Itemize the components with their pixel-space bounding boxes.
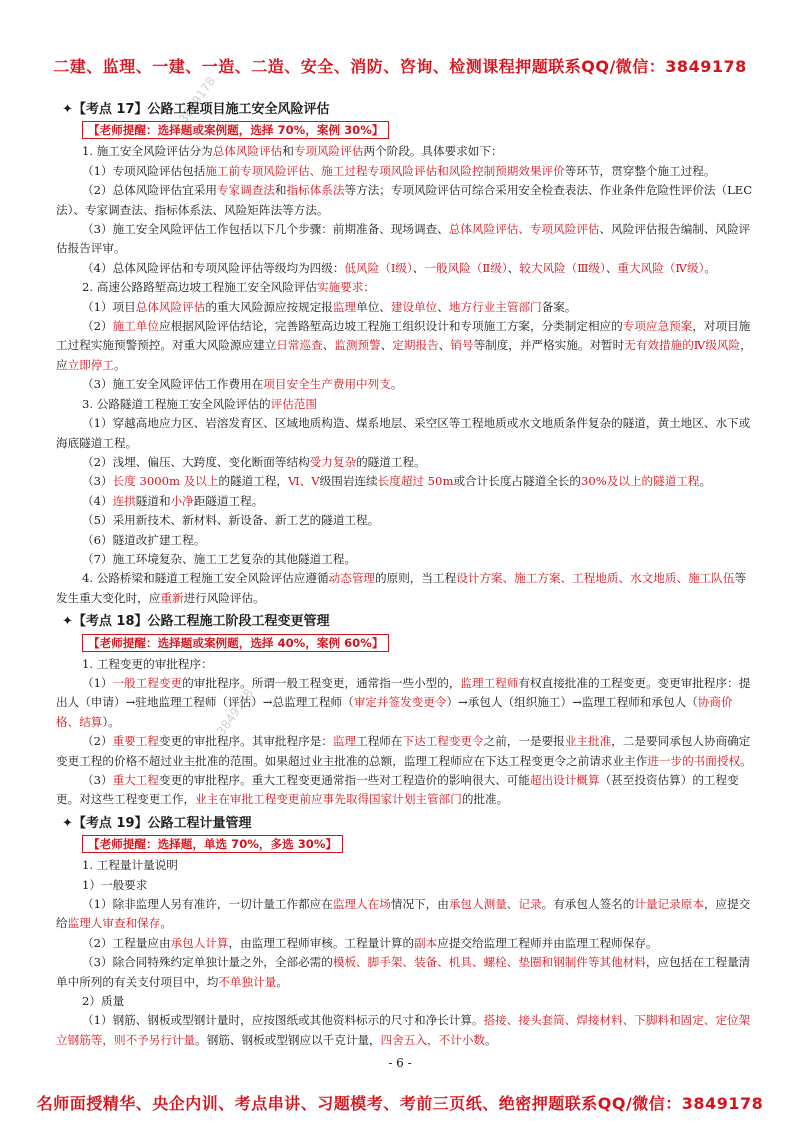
text-run: 、 (605, 260, 618, 275)
highlighted-text: 业主批准 (564, 734, 612, 749)
text-run: 有权直接批准的工程变更。变更审批程序：提出人（申请）→驻地监理工程师（评估）→总监理工程师（ (56, 675, 751, 710)
paragraph (56, 550, 754, 569)
paragraph (56, 511, 754, 530)
text-run: （4） (82, 493, 113, 508)
highlighted-text: 建设单位 (390, 299, 438, 314)
text-run: 2. 高速公路路堑高边坡工程施工安全风险评估 (82, 280, 318, 295)
highlighted-text: 监理工程师 (460, 675, 519, 690)
text-run: 1）一般要求 (82, 877, 148, 892)
highlighted-text: 地方行业主管部门 (448, 299, 542, 314)
text-run: 。 (704, 260, 716, 275)
text-run: 、风险评估报告编制、风险评估报告评审。 (56, 222, 751, 256)
highlighted-text: 副本 (414, 935, 438, 950)
text-run: ）→承包人（组织施工）→监理工程师和承包人（ (446, 695, 698, 710)
text-run: 1. 施工安全风险评估分为 (82, 144, 213, 159)
text-run: 。 (740, 753, 752, 768)
text-run: 应提交给监理工程师并由监理工程师保存。 (437, 935, 658, 950)
highlighted-text: Ⅵ、Ⅴ (288, 474, 320, 489)
text-run: （3） (82, 474, 113, 489)
text-run: （2）工程量应由 (82, 935, 171, 950)
highlighted-text: 小净 (170, 493, 194, 508)
text-run: （1）除非监理人另有准许，一切计量工作都应在 (82, 897, 333, 912)
paragraph (56, 934, 754, 953)
teacher-tip-box: 【老师提醒：选择题或案例题，选择 40%，案例 60%】 (82, 634, 389, 652)
text-run: ，对项目施工过程实施预警预控。对重大风险源应建立 (56, 319, 751, 353)
text-run: （7）施工环境复杂、施工工艺复杂的其他隧道工程。 (82, 551, 357, 566)
text-run: 等发生重大变化时，应 (56, 571, 747, 605)
top-banner: 二建、监理、一建、一造、二造、安全、消防、咨询、检测课程押题联系QQ/微信：3849178 (53, 57, 747, 76)
text-run: ，应提交给 (56, 897, 751, 931)
highlighted-text: 超出设计概算 (529, 773, 600, 787)
highlighted-text: 搭接、接头套筒、焊接材料、下脚料和固定、定位架立钢筋等，则不予另行计量 (56, 1013, 751, 1047)
text-run: 情况下，由 (390, 897, 449, 912)
highlighted-text: 业主在审批工程变更前应事先取得国家计划主管部门 (195, 792, 462, 807)
text-run: 。 (699, 474, 712, 489)
text-run: 、 (438, 338, 451, 353)
highlighted-text: 长度 3000m 及以上 (112, 474, 219, 489)
text-run: （2）总体风险评估宜采用 (82, 183, 217, 198)
text-run: 变更的审批程序。重大工程变更通常指一些对工程造价的影响很大、可能 (158, 773, 530, 787)
text-run: 隧道和 (135, 493, 171, 508)
paragraph (56, 259, 754, 278)
paragraph (56, 876, 754, 895)
paragraph (56, 278, 754, 297)
paragraph (56, 895, 754, 934)
text-run: （4）总体风险评估和专项风险评估等级均为四级： (82, 260, 345, 275)
text-run: 的批准。 (461, 792, 509, 807)
highlighted-text: 模板、脚手架、装备、机具、螺栓、垫圈和钢制件等其他材料 (332, 955, 646, 970)
highlighted-text: 监理人在场 (332, 897, 391, 912)
highlighted-text: 重新 (160, 590, 184, 605)
text-run: 等方法；专项风险评估可综合采用安全检查表法、作业条件危险性评价法（LEC 法）、专家调查法、指标体系法、风险矩阵法等方法。 (56, 183, 753, 217)
highlighted-text: 连拱 (112, 493, 136, 508)
text-run: （6）隧道改扩建工程。 (82, 532, 206, 547)
text-run: （3） (82, 773, 113, 787)
text-run: （3）除合同特殊约定单独计量之外，全部必需的 (82, 955, 333, 970)
paragraph (56, 414, 754, 453)
teacher-tip-box: 【老师提醒：选择题，单选 70%，多选 30%】 (82, 835, 343, 853)
text-run: 工程师在 (356, 734, 403, 749)
paragraph (56, 181, 754, 220)
text-run: 。钢筋、钢板或型钢应以千克计量， (195, 1032, 381, 1047)
text-run: 3. 公路隧道工程施工安全风险评估的 (82, 396, 271, 411)
highlighted-text: 监测预警 (334, 338, 381, 353)
text-run: 单位、 (356, 299, 391, 314)
highlighted-text: 无有效措施的Ⅳ级风险 (624, 338, 741, 353)
text-run: ，由监理工程师审核。工程量计算的 (228, 935, 415, 950)
bottom-banner: 名师面授精华、央企内训、考点串讲、习题模考、考前三页纸、绝密押题联系QQ/微信：3849178 (36, 1094, 764, 1113)
paragraph (56, 453, 754, 472)
highlighted-text: 销号 (450, 338, 474, 353)
highlighted-text: 监理 (332, 734, 357, 749)
text-run: 进行风险评估。 (183, 590, 265, 605)
paragraph (56, 395, 754, 414)
paragraph (56, 531, 754, 550)
text-run: 之前，一是要报 (483, 734, 565, 749)
watermark: 3849178 (214, 686, 257, 739)
paragraph (56, 771, 754, 810)
text-run: （3）施工安全风险评估工作包括以下几个步骤：前期准备、现场调查、 (82, 222, 449, 237)
text-run: 两个阶段。具体要求如下： (363, 144, 503, 159)
text-run: （5）采用新技术、新材料、新设备、新工艺的隧道工程。 (82, 513, 380, 528)
paragraph (56, 142, 754, 161)
highlighted-text: 施工单位 (112, 319, 159, 334)
text-run: 1. 工程量计量说明 (82, 858, 178, 873)
highlighted-text: 总体风险评估 (212, 144, 283, 159)
paragraph (56, 317, 754, 375)
paragraph (56, 220, 754, 259)
section-title: ✦【考点 19】公路工程计量管理 (62, 815, 252, 831)
text-run: （1）穿越高地应力区、岩溶发育区、区域地质构造、煤系地层、采空区等工程地质或水文地质条件复杂的隧道，黄土地区、水下或海底隧道工程。 (56, 416, 751, 450)
highlighted-text: 承包人计算 (170, 935, 229, 950)
text-run: 。 (485, 1032, 497, 1047)
text-run: 。有承包人签名的 (541, 897, 635, 912)
highlighted-text: 四舍五入，不计小数 (380, 1032, 486, 1047)
paragraph (56, 674, 754, 732)
text-run: 和 (274, 183, 287, 198)
text-run: 等制度，并严格实施。对暂时 (473, 338, 625, 353)
text-run: ： (363, 280, 376, 295)
highlighted-text: 重要工程 (112, 734, 159, 749)
text-run: （甚至投资估算）的工程变更。对这些工程变更工作， (56, 773, 739, 807)
paragraph (56, 856, 754, 875)
text-run: 、 (322, 338, 335, 353)
text-run: 的重大风险源应按规定报 (205, 299, 333, 314)
text-run: 变更的审批程序。其审批程序是： (158, 734, 333, 749)
highlighted-text: 日常巡查 (276, 338, 323, 353)
text-run: 和 (282, 144, 294, 159)
highlighted-text: 审定并签发变更令 (353, 695, 447, 710)
text-run: （3）施工安全风险评估工作费用在 (82, 377, 264, 392)
text-run: （1） (82, 675, 113, 690)
paragraph (56, 1011, 754, 1050)
highlighted-text: 施工前专项风险评估、施工过程专项风险评估和风险控制预期效果评价 (205, 163, 565, 178)
text-run: 级围岩连续 (319, 474, 378, 489)
highlighted-text: 协商价格、结算 (56, 695, 733, 729)
paragraph (56, 375, 754, 394)
highlighted-text: 专项应急预案 (622, 319, 693, 334)
highlighted-text: 下达工程变更令 (402, 734, 484, 749)
paragraph (56, 732, 754, 771)
text-run: 备案。 (541, 299, 577, 314)
highlighted-text: 30%及以上的隧道工程 (580, 474, 700, 489)
paragraph (56, 569, 754, 608)
highlighted-text: 进一步的书面授权 (647, 753, 741, 768)
text-run: ）。 (102, 714, 120, 729)
highlighted-text: 设计方案、施工方案、工程地质、水文地质、施工队伍 (456, 571, 735, 586)
highlighted-text: 长度超过 50m (377, 474, 454, 489)
highlighted-text: 重大风险（Ⅳ级） (617, 260, 705, 275)
highlighted-text: 指标体系法 (286, 183, 345, 198)
highlighted-text: 动态管理 (328, 571, 376, 586)
text-run: 2）质量 (82, 994, 125, 1009)
paragraph (56, 162, 754, 181)
text-run: 、 (437, 299, 449, 314)
text-run: （2） (82, 734, 113, 749)
text-run: 。 (160, 916, 172, 931)
highlighted-text: 评估范围 (270, 396, 318, 411)
highlighted-text: 项目安全生产费用中列支 (263, 377, 391, 392)
highlighted-text: 计量记录原本 (634, 897, 704, 912)
text-run: 4. 公路桥梁和隧道工程施工安全风险评估应遵循 (82, 571, 329, 586)
highlighted-text: 受力复杂 (309, 454, 357, 469)
text-run: （1）钢筋、钢板或型钢计量时，应按图纸或其他资料标示的尺寸和净长计算。 (82, 1013, 484, 1028)
highlighted-text: 不单独计量 (218, 974, 277, 989)
highlighted-text: 重大工程 (112, 773, 159, 787)
text-run: 等环节，贯穿整个施工过程。 (564, 163, 716, 178)
text-run: （1）项目 (82, 299, 136, 314)
highlighted-text: 监理 (332, 299, 357, 314)
highlighted-text: 专项风险评估 (293, 144, 364, 159)
text-run: ，应包括在工程量清单中所列的有关支付项目中，均 (56, 955, 751, 989)
teacher-tip-box: 【老师提醒：选择题或案例题，选择 70%，案例 30%】 (82, 121, 389, 139)
watermark: 3849178 (176, 74, 219, 127)
highlighted-text: 总体风险评估 (135, 299, 206, 314)
section-list (56, 100, 754, 1050)
text-run: 。 (114, 357, 126, 372)
highlighted-text: 监理人审查和保存 (67, 916, 161, 931)
text-run: （2）浅埋、偏压、大跨度、变化断面等结构 (82, 454, 310, 469)
text-run: ，二是要同承包人协商确定变更工程的价格不超过业主批准的范围。如果超过业主批准的总额，监理工程师应在下达工程变更令之前请求业主作 (56, 734, 751, 768)
text-run: 、 (380, 338, 393, 353)
text-run: 距隧道工程。 (193, 493, 264, 508)
text-run: 1. 工程变更的审批程序： (82, 656, 213, 671)
highlighted-text: 较大风险（Ⅲ级） (519, 260, 606, 275)
text-run: 的原则，当工程 (375, 571, 457, 586)
page-number: - 6 - (388, 1056, 412, 1070)
paragraph (56, 953, 754, 992)
highlighted-text: 立即停工 (67, 357, 114, 372)
paragraph (56, 655, 754, 674)
text-run: 的隧道工程， (218, 474, 288, 489)
text-run: （2） (82, 319, 113, 334)
highlighted-text: 一般风险（Ⅱ级） (424, 260, 508, 275)
highlighted-text: 总体风险评估、专项风险评估 (448, 222, 600, 237)
text-run: 的隧道工程。 (356, 454, 426, 469)
text-run: 。 (390, 377, 403, 392)
highlighted-text: 专家调查法 (216, 183, 275, 198)
highlighted-text: 承包人测量、记录 (448, 897, 542, 912)
text-run: ，应 (56, 338, 752, 372)
highlighted-text: 一般工程变更 (112, 675, 183, 690)
highlighted-text: 低风险（Ⅰ级） (344, 260, 413, 275)
text-run: （1）专项风险评估包括 (82, 163, 206, 178)
paragraph (56, 992, 754, 1011)
paragraph (56, 492, 754, 511)
document-body (56, 96, 754, 1050)
text-run: 。 (276, 974, 288, 989)
text-run: 、 (412, 260, 425, 275)
text-run: 的审批程序。所谓一般工程变更，通常指一些小型的， (182, 675, 461, 690)
text-run: 或合计长度占隧道全长的 (453, 474, 581, 489)
section-title: ✦【考点 18】公路工程施工阶段工程变更管理 (62, 614, 330, 630)
text-run: 、 (507, 260, 520, 275)
highlighted-text: 定期报告 (392, 338, 439, 353)
paragraph (56, 298, 754, 317)
paragraph (56, 472, 754, 491)
highlighted-text: 实施要求 (317, 280, 364, 295)
text-run: 应根据风险评估结论，完善路堑高边坡工程施工组织设计和专项施工方案，分类制定相应的 (158, 319, 623, 334)
section-title: ✦【考点 17】公路工程项目施工安全风险评估 (62, 102, 330, 117)
